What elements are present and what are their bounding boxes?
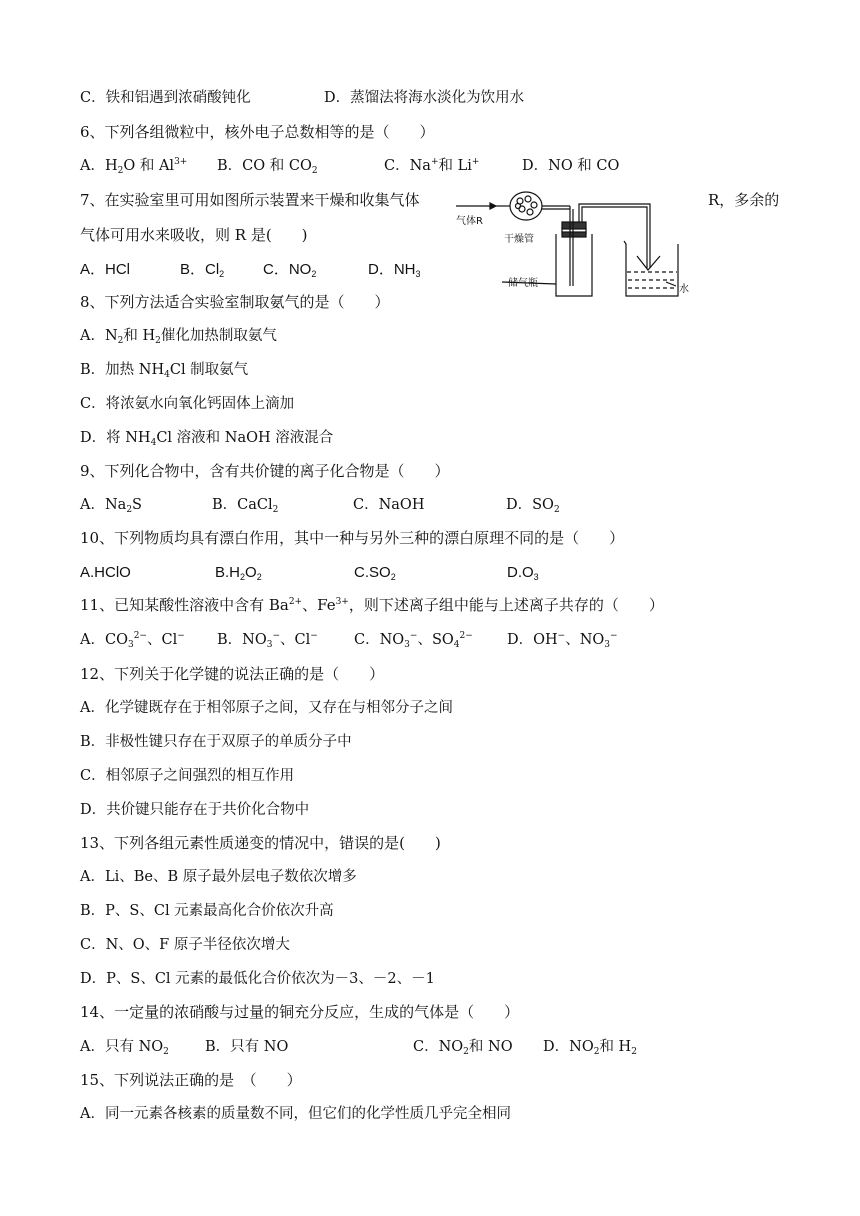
q7-option-d: D．$NH_3$	[368, 261, 421, 279]
water-label: 水	[679, 284, 689, 295]
q13-stem: 13、下列各组元素性质递变的情况中，错误的是( )	[80, 834, 441, 852]
q6-option-a: A．$H_2O$ 和 $Al^{3+}$	[80, 157, 188, 176]
q12-option-d: D．共价键只能存在于共价化合物中	[80, 802, 310, 818]
q10-option-b: $B.H_2O_2$	[215, 564, 262, 582]
q12-option-a: A．化学键既存在于相邻原子之间，又存在与相邻分子之间	[80, 700, 453, 716]
q9-option-d: D．$SO_2$	[506, 497, 560, 515]
q12-option-c: C．相邻原子之间强烈的相互作用	[80, 768, 295, 784]
q6-option-d: D．NO 和 CO	[522, 158, 620, 174]
q7-option-c: C．$NO_2$	[263, 261, 317, 279]
water-beaker-icon	[624, 241, 678, 296]
q13-option-c: C．N、O、F 原子半径依次增大	[80, 937, 290, 953]
q7-stem-part1: 7、在实验室里可用如图所示装置来干燥和收集气体	[80, 191, 420, 209]
q15-stem: 15、下列说法正确的是 （ ）	[80, 1071, 302, 1089]
gas-bottle-label: 储气瓶	[508, 278, 538, 289]
q13-option-d: D．P、S、Cl 元素的最低化合价依次为－3、－2、－1	[80, 971, 435, 987]
gas-apparatus-figure	[452, 186, 702, 306]
q12-stem: 12、下列关于化学键的说法正确的是（ ）	[80, 665, 385, 683]
q9-option-b: B．CaCl$_2$	[212, 497, 279, 515]
q14-option-b: B．只有 NO	[205, 1039, 289, 1055]
q14-stem: 14、一定量的浓硝酸与过量的铜充分反应，生成的气体是（ ）	[80, 1003, 520, 1021]
gas-r-label: 气体R	[456, 216, 483, 227]
q6-option-c: C．Na+和 Li+	[384, 157, 480, 174]
q10-option-c: $C.SO_2$	[354, 564, 396, 582]
q13-option-a: A．Li、Be、B 原子最外层电子数依次增多	[80, 869, 357, 885]
q10-option-d: $D.O_3$	[507, 564, 539, 582]
q11-option-c: C．$NO_3^-$、$SO_4^{2-}$	[354, 631, 473, 650]
q8-stem: 8、下列方法适合实验室制取氨气的是（ ）	[80, 293, 390, 311]
gas-inlet-arrowhead	[490, 203, 496, 209]
q9-stem: 9、下列化合物中，含有共价键的离子化合物是（ ）	[80, 462, 450, 480]
q6-option-b: B．CO 和 $CO_2$	[217, 158, 318, 176]
q10-option-a: A.HClO	[80, 564, 131, 581]
q11-stem: 11、已知某酸性溶液中含有 $Ba^{2+}$、$Fe^{3+}$，则下述离子组中能与上述离子共存的（ ）	[80, 596, 664, 614]
q12-option-b: B．非极性键只存在于双原子的单质分子中	[80, 734, 352, 750]
q9-option-c: C．NaOH	[353, 497, 425, 513]
q15-option-a: A．同一元素各核素的质量数不同，但它们的化学性质几乎完全相同	[80, 1106, 511, 1122]
q8-option-d: D．将 $NH_4Cl$ 溶液和 NaOH 溶液混合	[80, 430, 334, 448]
q11-option-a: A．$CO_3^{2-}$、Cl−	[80, 631, 185, 650]
q9-option-a: A．$Na_2S$	[80, 497, 142, 515]
q6-stem: 6、下列各组微粒中，核外电子总数相等的是（ ）	[80, 123, 435, 141]
q7-stem-part2: R，多余的	[708, 191, 780, 209]
q7-option-b: B．$Cl_2$	[180, 261, 225, 279]
gas-bottle-icon	[556, 204, 650, 296]
q7-option-a: A．HCl	[80, 261, 131, 278]
q8-option-a: A．$N_2$和 $H_2$催化加热制取氨气	[80, 328, 277, 346]
q11-option-b: B．$NO_3^-$、Cl−	[217, 631, 318, 650]
drying-tube-label: 干燥管	[504, 234, 534, 245]
q5-option-d: D．蒸馏法将海水淡化为饮用水	[324, 90, 525, 106]
q5-option-c: C．铁和铝遇到浓硝酸钝化	[80, 90, 251, 106]
q10-stem: 10、下列物质均具有漂白作用，其中一种与另外三种的漂白原理不同的是（ ）	[80, 529, 625, 547]
q11-option-d: D．OH−、$NO_3^-$	[507, 631, 618, 650]
q14-option-d: D．$NO_2$和 $H_2$	[543, 1039, 637, 1057]
drying-tube-icon	[496, 192, 570, 220]
q14-option-a: A．只有 $NO_2$	[80, 1039, 169, 1057]
q14-option-c: C．$NO_2$和 NO	[413, 1039, 513, 1057]
q13-option-b: B．P、S、Cl 元素最高化合价依次升高	[80, 903, 334, 919]
q8-option-c: C．将浓氨水向氧化钙固体上滴加	[80, 396, 295, 412]
q7-stem-line2: 气体可用水来吸收，则 R 是( )	[80, 226, 308, 244]
q8-option-b: B．加热 $NH_4Cl$ 制取氨气	[80, 362, 249, 380]
